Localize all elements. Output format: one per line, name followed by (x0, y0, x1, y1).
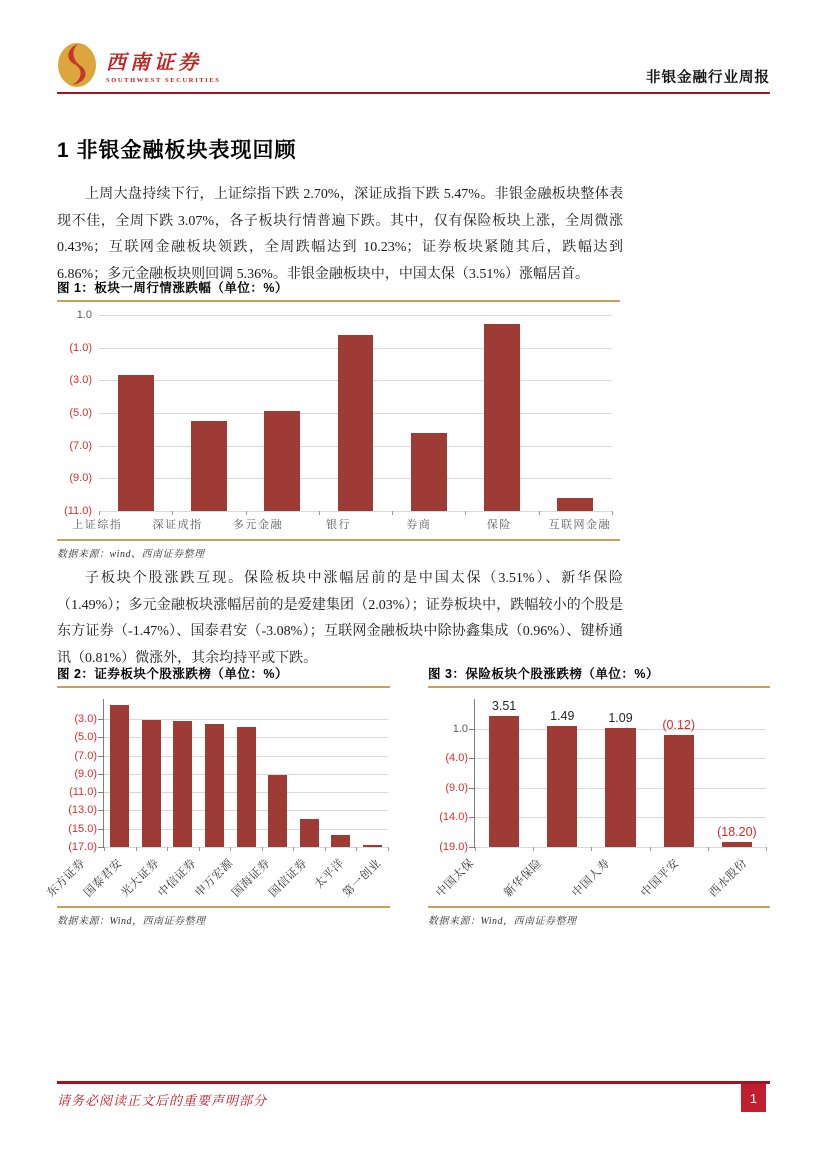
x-axis-label-text: 西水股份 (707, 857, 750, 900)
y-tick-label: (19.0) (439, 841, 468, 853)
bar (664, 735, 694, 847)
x-tick-mark (465, 511, 466, 515)
x-tick-mark (199, 847, 200, 851)
x-tick-mark (246, 511, 247, 515)
y-tick-mark (98, 810, 103, 811)
y-tick-label: (14.0) (439, 811, 468, 824)
bar (331, 835, 350, 847)
figure-2-divider (57, 906, 390, 908)
figure-1-chart (57, 309, 620, 537)
x-tick-mark (262, 847, 263, 851)
bar (237, 727, 256, 847)
bar-column (262, 699, 294, 847)
x-tick-mark (539, 511, 540, 515)
company-logo (57, 42, 220, 88)
x-axis-label-text: 中国太保 (433, 857, 477, 900)
x-axis-label-text: 第一创业 (341, 857, 384, 900)
bars (104, 699, 388, 847)
bar-column (172, 315, 245, 511)
figure-1-source: 数据来源：wind、西南证券整理 (57, 549, 205, 560)
x-axis-label: 互联网金融 (548, 519, 611, 531)
gridline (104, 847, 388, 848)
y-tick-label: (13.0) (68, 804, 97, 817)
bar-column (650, 699, 708, 847)
x-axis-label-text: 光大证券 (119, 857, 162, 900)
y-tick-mark (98, 792, 103, 793)
x-axis-label-text: 国海证券 (230, 857, 273, 900)
bar-column (475, 699, 533, 847)
y-tick-mark (469, 788, 474, 789)
y-tick-label: (9.0) (74, 767, 97, 780)
bar (118, 375, 154, 511)
bar-column (465, 315, 538, 511)
x-tick-mark (325, 847, 326, 851)
data-label: 1.09 (608, 711, 633, 726)
bar-column (533, 699, 591, 847)
figure-3-source: 数据来源：Wind，西南证券整理 (428, 916, 577, 927)
y-tick-label: (9.0) (69, 472, 92, 485)
footer-divider (57, 1081, 770, 1084)
bars (99, 315, 612, 511)
y-tick-label: 1.0 (76, 309, 92, 321)
x-axis-label-text: 新华保险 (502, 857, 545, 900)
bar (268, 775, 287, 847)
x-axis-label-text: 中信证券 (156, 857, 199, 900)
bar-column (199, 699, 231, 847)
y-tick-label: (4.0) (445, 752, 468, 765)
x-tick-mark (392, 511, 393, 515)
y-tick-label: (11.0) (64, 505, 92, 517)
bar (300, 819, 319, 847)
x-axis-label (428, 848, 496, 904)
x-axis-label: 上证综指 (72, 519, 123, 531)
bar (173, 721, 192, 847)
x-axis-label (341, 848, 390, 904)
figure-2-plot (68, 699, 388, 853)
bar (142, 720, 161, 847)
y-tick-mark (98, 847, 103, 848)
y-tick-label: (15.0) (68, 822, 97, 835)
x-tick-mark (319, 511, 320, 515)
gridline (99, 511, 612, 512)
bar-column (357, 699, 389, 847)
figure-2-x-axis-labels (45, 848, 390, 904)
y-tick-mark (98, 774, 103, 775)
x-axis-label (496, 848, 564, 904)
x-tick-mark (591, 847, 592, 851)
bar-column (246, 315, 319, 511)
section-title: 1 非银金融板块表现回顾 (57, 139, 297, 162)
data-label: 3.51 (491, 699, 517, 713)
y-tick-mark (469, 847, 474, 848)
x-tick-mark (356, 847, 357, 851)
logo-company-name-en: SOUTHWEST SECURITIES (106, 77, 221, 84)
y-tick-label: (3.0) (74, 713, 97, 726)
x-tick-mark (388, 847, 389, 851)
figure-2-source: 数据来源：Wind，西南证券整理 (57, 916, 206, 927)
x-tick-mark (650, 847, 651, 851)
x-axis-label (702, 848, 770, 904)
x-axis-label (267, 848, 316, 904)
bar-column (230, 699, 262, 847)
header-divider (57, 92, 770, 94)
x-axis-label-text: 申万宏源 (193, 857, 236, 900)
x-axis-label-text: 中国人寿 (570, 857, 614, 900)
y-tick-mark (469, 758, 474, 759)
x-axis-label: 多元金融 (233, 519, 284, 531)
figure-2 (45, 664, 390, 927)
bar-column (293, 699, 325, 847)
bar (605, 728, 635, 847)
bar (110, 705, 129, 847)
x-tick-mark (230, 847, 231, 851)
y-tick-label: (7.0) (74, 749, 97, 762)
logo-company-name: 西南证券 (106, 52, 202, 74)
x-tick-mark (104, 847, 105, 851)
x-axis-label-text: 太平洋 (313, 857, 347, 892)
bar-column (319, 315, 392, 511)
bar (489, 716, 519, 847)
figure-1-x-axis-labels (57, 511, 620, 537)
x-tick-mark (99, 511, 100, 515)
bar-column (167, 699, 199, 847)
x-tick-mark (136, 847, 137, 851)
data-label: (0.12) (662, 718, 696, 733)
logo-swirl-icon (57, 42, 97, 88)
figure-1-plot (64, 309, 612, 517)
bar (547, 726, 577, 847)
figure-2-chart (45, 699, 390, 904)
bar-column (539, 315, 612, 511)
x-axis-label: 保险 (486, 519, 512, 531)
figure-3-x-axis-labels (428, 848, 770, 904)
y-tick-label: (5.0) (74, 731, 97, 744)
bar (557, 498, 593, 511)
x-tick-mark (167, 847, 168, 851)
bar-column (99, 315, 172, 511)
bar-column (136, 699, 168, 847)
x-tick-mark (766, 847, 767, 851)
bar (484, 324, 520, 511)
x-tick-mark (612, 511, 613, 515)
y-tick-mark (98, 756, 103, 757)
figure-3-divider (428, 906, 770, 908)
gridline (475, 847, 766, 848)
figure-row (45, 664, 770, 927)
y-tick-mark (469, 729, 474, 730)
figure-1-title: 图 1：板块一周行情涨跌幅（单位：%） (57, 278, 620, 302)
footer-disclaimer: 请务必阅读正文后的重要声明部分 (57, 1093, 268, 1108)
figure-1 (57, 278, 620, 560)
bar (191, 421, 227, 511)
paragraph-stocks: 子板块个股涨跌互现。保险板块中涨幅居前的是中国太保（3.51%）、新华保险（1.49%）；多元金融板块涨幅居前的是爱建集团（2.03%）；证券板块中，跌幅较小的个股是东方证券（-1.47%）、国泰君安（-3.08%）；互联网金融板块中除协鑫集成（0.96%）、键桥通讯（0.81%）微涨外，其余均持平或下跌。 (57, 571, 623, 666)
y-tick-label: (17.0) (68, 841, 97, 853)
x-axis-label-text: 国信证券 (267, 857, 310, 900)
data-label: (18.20) (717, 825, 757, 840)
bar-column (104, 699, 136, 847)
report-title: 非银金融行业周报 (646, 70, 770, 86)
y-tick-label: (9.0) (445, 781, 468, 794)
bar-column (392, 315, 465, 511)
x-tick-mark (172, 511, 173, 515)
x-tick-mark (533, 847, 534, 851)
figure-3-chart (428, 699, 770, 904)
bar (363, 845, 382, 847)
figure-3-plot (439, 699, 766, 853)
bar-column (325, 699, 357, 847)
y-tick-label: (11.0) (69, 786, 97, 799)
data-label: 1.49 (550, 708, 575, 723)
figure-3 (428, 664, 770, 927)
y-tick-mark (469, 817, 474, 818)
x-tick-mark (708, 847, 709, 851)
x-axis-label: 券商 (406, 519, 432, 531)
logo-text (106, 46, 220, 84)
y-tick-label: (5.0) (69, 407, 92, 419)
bar (338, 335, 374, 511)
x-axis-label-text: 中国平安 (639, 857, 682, 900)
bars (475, 699, 766, 847)
y-tick-mark (98, 737, 103, 738)
bar (411, 433, 447, 511)
y-tick-mark (98, 829, 103, 830)
figure-3-title: 图 3：保险板块个股涨跌榜（单位：%） (428, 664, 770, 688)
y-tick-label: 1.0 (452, 722, 468, 735)
x-axis-label-text: 国泰君安 (82, 857, 125, 900)
bar (722, 842, 752, 847)
bar (205, 724, 224, 847)
y-tick-label: (1.0) (69, 341, 92, 354)
x-axis-label (565, 848, 633, 904)
x-axis-label-text: 东方证券 (45, 857, 88, 900)
x-tick-mark (475, 847, 476, 851)
x-axis-label (633, 848, 701, 904)
x-axis-label: 银行 (325, 519, 351, 531)
y-tick-label: (3.0) (69, 374, 92, 387)
figure-2-title: 图 2：证券板块个股涨跌榜（单位：%） (57, 664, 390, 688)
x-tick-mark (293, 847, 294, 851)
bar (264, 411, 300, 511)
y-tick-label: (7.0) (69, 439, 92, 452)
bar-column (591, 699, 649, 847)
figure-1-divider (57, 539, 620, 541)
paragraph-overview: 上周大盘持续下行，上证综指下跌 2.70%，深证成指下跌 5.47%。非银金融板块整体表现不佳，全周下跌 3.07%，各子板块行情普遍下跌。其中，仅有保险板块上涨，全周微涨 0.43%；互联网金融板块领跌，全周跌幅达到 10.23%；证券板块紧随其后，跌幅达到 6.86%；多元金融板块则回调 5.36%。非银金融板块中，中国太保（3.51%）涨幅居首。 (57, 187, 623, 282)
page-number-badge: 1 (741, 1084, 766, 1112)
y-tick-mark (98, 719, 103, 720)
bar-column (708, 699, 766, 847)
x-axis-label: 深证成指 (152, 519, 203, 531)
